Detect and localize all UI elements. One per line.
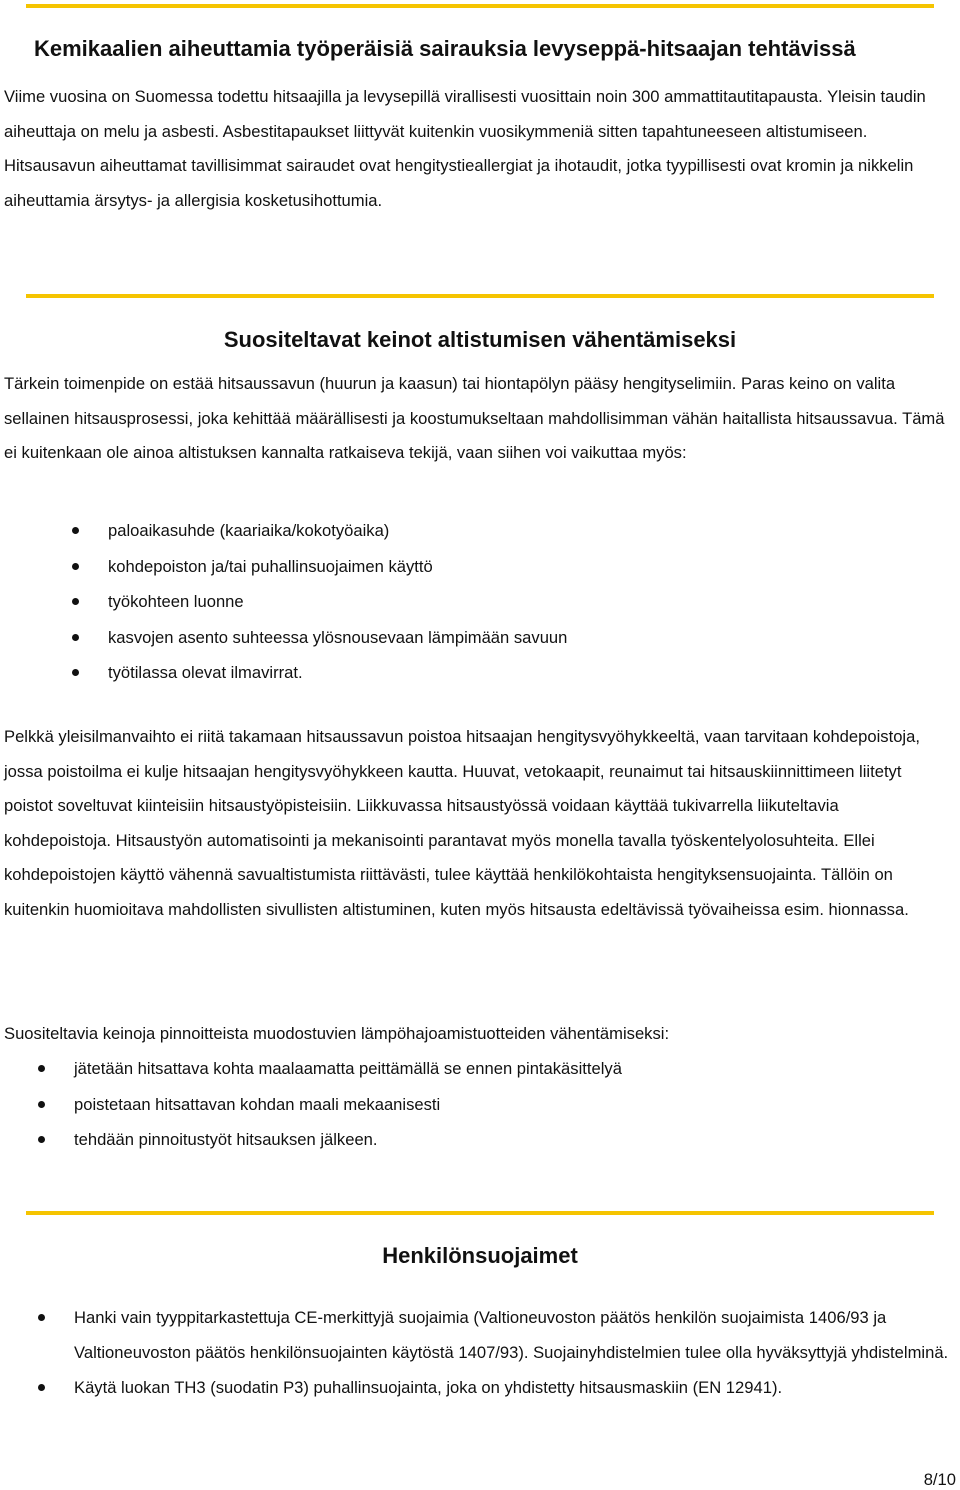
bullet-icon (38, 1136, 45, 1143)
paragraph-exposure-intro: Tärkein toimenpide on estää hitsaussavun (huurun ja kaasun) tai hiontapölyn pääsy hengityselimiin. Paras keino on valita sellainen hitsausprosessi, joka kehittää määrällisesti ja koostumukseltaan mahdollisimman vähän haitallista hitsaussavua. Tämä ei kuitenkaan ole ainoa altistuksen kannalta ratkaiseva tekijä, vaan siihen voi vaikuttaa myös: (4, 374, 945, 462)
list-item: kohdepoiston ja/tai puhallinsuojaimen käyttö (108, 549, 928, 585)
list-item: jätetään hitsattava kohta maalaamatta peittämällä se ennen pintakäsittelyä (74, 1051, 934, 1087)
paragraph-coating-intro: Suositeltavia keinoja pinnoitteista muodostuvien lämpöhajoamistuotteiden vähentämiseksi: (4, 1024, 670, 1043)
bullet-icon (72, 598, 79, 605)
paragraph-local-exhaust: Pelkkä yleisilmanvaihto ei riitä takamaan hitsaussavun poistoa hitsaajan hengitysvyöhykkeeltä, vaan tarvitaan kohdepoistoja, jossa poistoilma ei kulje hitsaajan hengitysvyöhykkeen kautta. Huuvat, vetokaapit, reunaimut tai hitsauskiinnittimeen liitetyt poistot soveltuvat kiinteisiin hitsaustyöpisteisiin. Liikkuvassa hitsaustyössä voidaan käyttää tukivarrella liikuteltavia kohdepoistoja. Hitsaustyön automatisointi ja mekanisointi parantavat myös monella tavalla työskentelyolosuhteita. Ellei kohdepoistojen käyttö vähennä savualtistumista riittävästi, tulee käyttää henkilökohtaista hengityksensuojainta. Tällöin on kuitenkin huomioitava mahdollisten sivullisten altistuminen, kuten myös hitsausta edeltävissä työvaiheissa esim. hionnassa. (4, 727, 920, 919)
exposure-factors-list (108, 513, 928, 691)
section-title-occupational-diseases: Kemikaalien aiheuttamia työperäisiä sairauksia levyseppä-hitsaajan tehtävissä (34, 36, 856, 61)
bullet-icon (72, 527, 79, 534)
page-number: 8/10 (923, 1470, 956, 1489)
list-item: poistetaan hitsattavan kohdan maali mekaanisesti (74, 1087, 934, 1123)
coating-measures-list (74, 1051, 934, 1158)
list-item: kasvojen asento suhteessa ylösnousevaan lämpimään savuun (108, 620, 928, 656)
bullet-icon (72, 563, 79, 570)
bullet-icon (38, 1384, 45, 1391)
bullet-icon (38, 1065, 45, 1072)
list-item: Hanki vain tyyppitarkastettuja CE-merkittyjä suojaimia (Valtioneuvoston päätös henkilön suojaimista 1406/93 ja Valtioneuvoston päätös henkilönsuojainten käytöstä 1407/93). Suojainyhdistelmien tulee olla hyväksyttyjä yhdistelminä. (74, 1300, 954, 1370)
section-divider-rule (26, 1211, 934, 1215)
list-item: työkohteen luonne (108, 584, 928, 620)
list-item: Käytä luokan TH3 (suodatin P3) puhallinsuojainta, joka on yhdistetty hitsausmaskiin (EN 12941). (74, 1370, 954, 1405)
protective-equipment-list (74, 1300, 954, 1405)
list-item: tehdään pinnoitustyöt hitsauksen jälkeen. (74, 1122, 934, 1158)
list-item: työtilassa olevat ilmavirrat. (108, 655, 928, 691)
bullet-icon (72, 669, 79, 676)
section-title-exposure-reduction: Suositeltavat keinot altistumisen vähentämiseksi (223, 327, 737, 352)
list-item: paloaikasuhde (kaariaika/kokotyöaika) (108, 513, 928, 549)
section-divider-rule (26, 294, 934, 298)
top-rule (26, 4, 934, 8)
bullet-icon (72, 634, 79, 641)
paragraph-occupational-diseases: Viime vuosina on Suomessa todettu hitsaajilla ja levysepillä virallisesti vuosittain noin 300 ammattitautitapausta. Yleisin taudin aiheuttaja on melu ja asbesti. Asbestitapaukset liittyvät kuitenkin vuosikymmeniä sitten tapahtuneeseen altistumiseen. Hitsausavun aiheuttamat tavillisimmat sairaudet ovat hengitystieallergiat ja ihotaudit, jotka tyypillisesti ovat kromin ja nikkelin aiheuttamia ärsytys- ja allergisia kosketusihottumia. (4, 87, 926, 210)
bullet-icon (38, 1314, 45, 1321)
bullet-icon (38, 1101, 45, 1108)
section-title-protective-equipment: Henkilönsuojaimet (382, 1243, 578, 1268)
